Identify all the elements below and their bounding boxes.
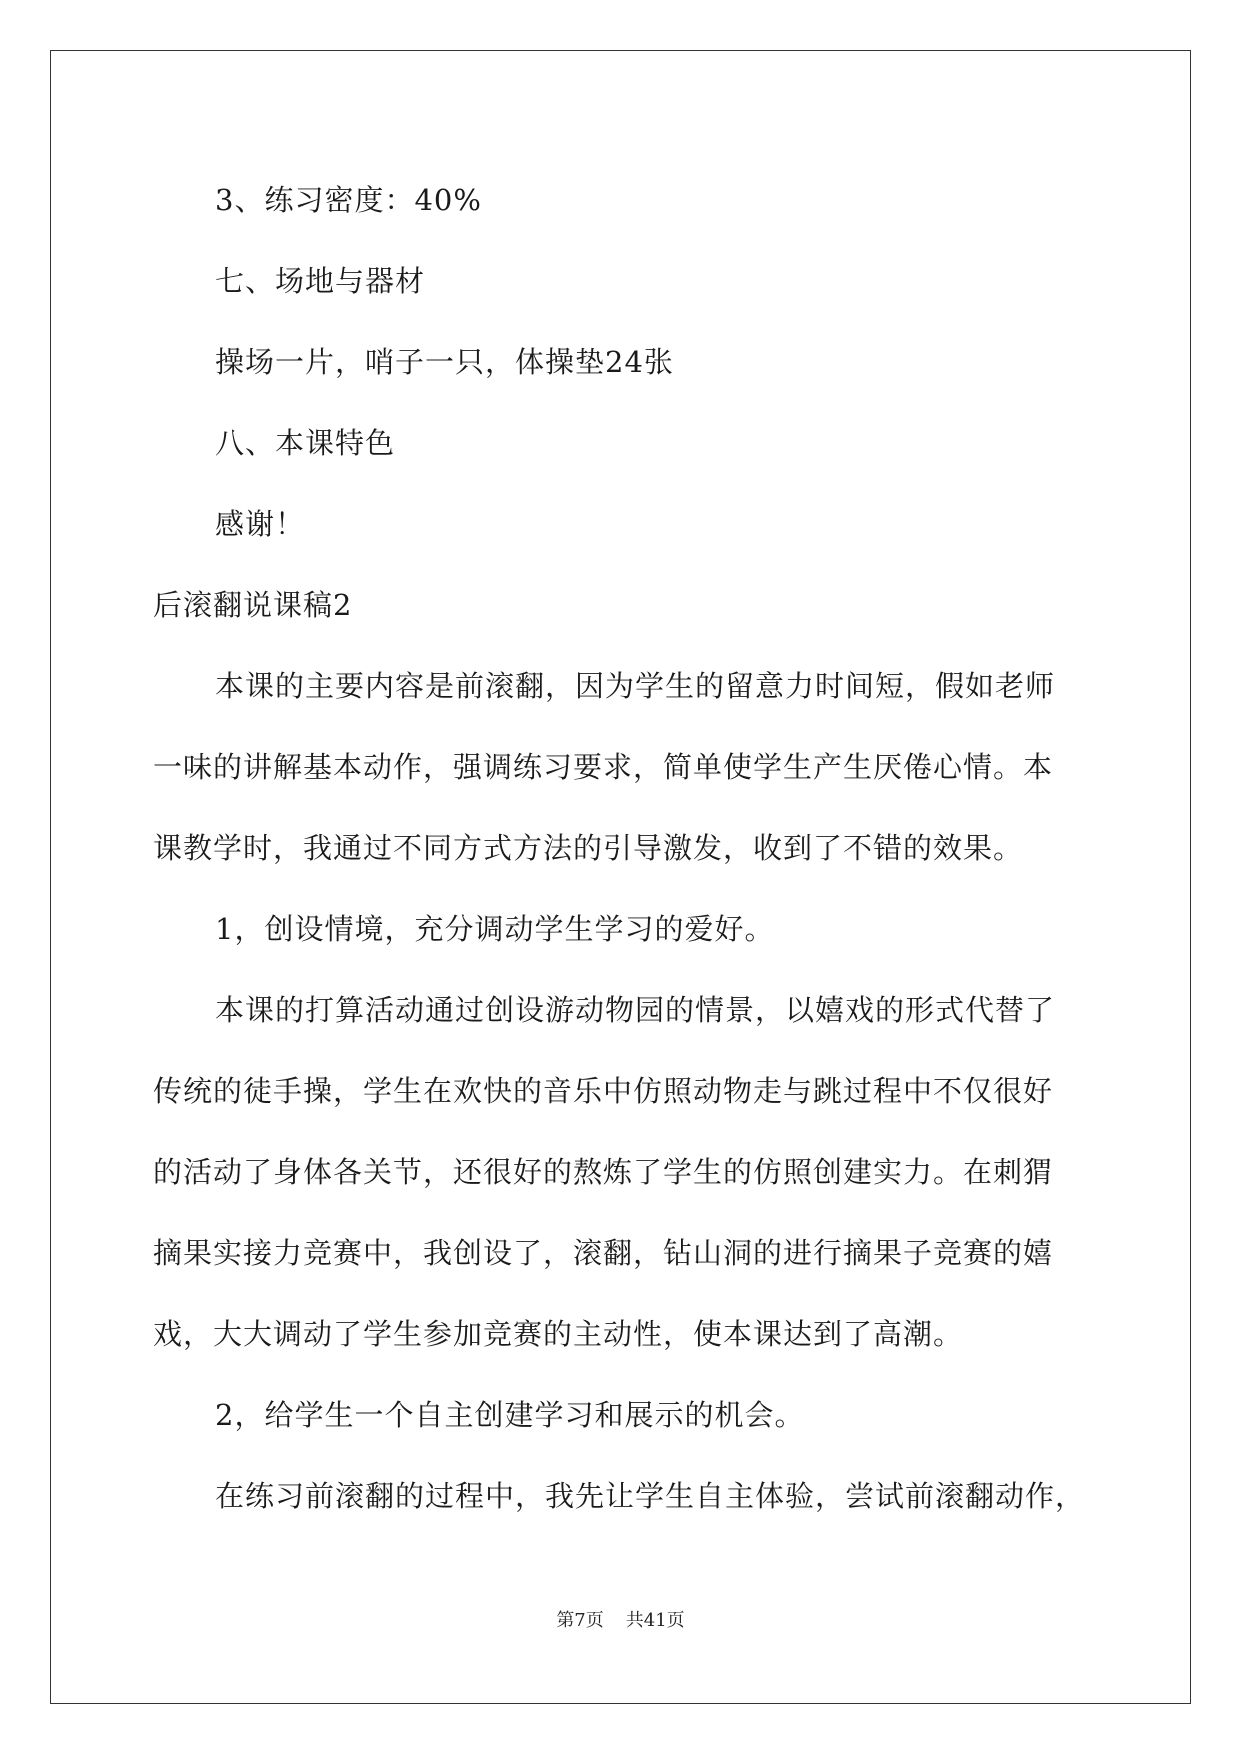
document-title: 后滚翻说课稿2	[153, 588, 353, 622]
paragraph-line: 戏，大大调动了学生参加竞赛的主动性，使本课达到了高潮。	[153, 1317, 964, 1351]
paragraph-line: 摘果实接力竞赛中，我创设了，滚翻，钻山洞的进行摘果子竞赛的嬉	[153, 1236, 1054, 1270]
text-line: 感谢！	[215, 507, 306, 541]
text-line: 3、练习密度：40%	[215, 183, 482, 217]
paragraph-line: 的活动了身体各关节，还很好的熬炼了学生的仿照创建实力。在刺猬	[153, 1155, 1054, 1189]
paragraph-line: 传统的徒手操，学生在欢快的音乐中仿照动物走与跳过程中不仅很好	[153, 1074, 1054, 1108]
section-heading: 七、场地与器材	[215, 264, 426, 298]
section-heading: 八、本课特色	[215, 426, 396, 460]
paragraph-line: 本课的打算活动通过创设游动物园的情景，以嬉戏的形式代替了	[215, 993, 1056, 1027]
text-line: 操场一片，哨子一只，体操垫24张	[215, 345, 674, 379]
list-item: 1，创设情境，充分调动学生学习的爱好。	[215, 912, 775, 946]
page-number: 第7页	[556, 1610, 604, 1631]
paragraph-line: 本课的主要内容是前滚翻，因为学生的留意力时间短，假如老师	[215, 669, 1056, 703]
paragraph-line: 课教学时，我通过不同方式方法的引导激发，收到了不错的效果。	[153, 831, 1024, 865]
document-body	[153, 160, 1091, 1537]
page-total: 共41页	[625, 1610, 685, 1631]
list-item: 2，给学生一个自主创建学习和展示的机会。	[215, 1398, 805, 1432]
paragraph-line: 一味的讲解基本动作，强调练习要求，简单使学生产生厌倦心情。本	[153, 750, 1054, 784]
page-footer	[0, 1606, 1241, 1632]
paragraph-line: 在练习前滚翻的过程中，我先让学生自主体验，尝试前滚翻动作，	[215, 1479, 1086, 1513]
